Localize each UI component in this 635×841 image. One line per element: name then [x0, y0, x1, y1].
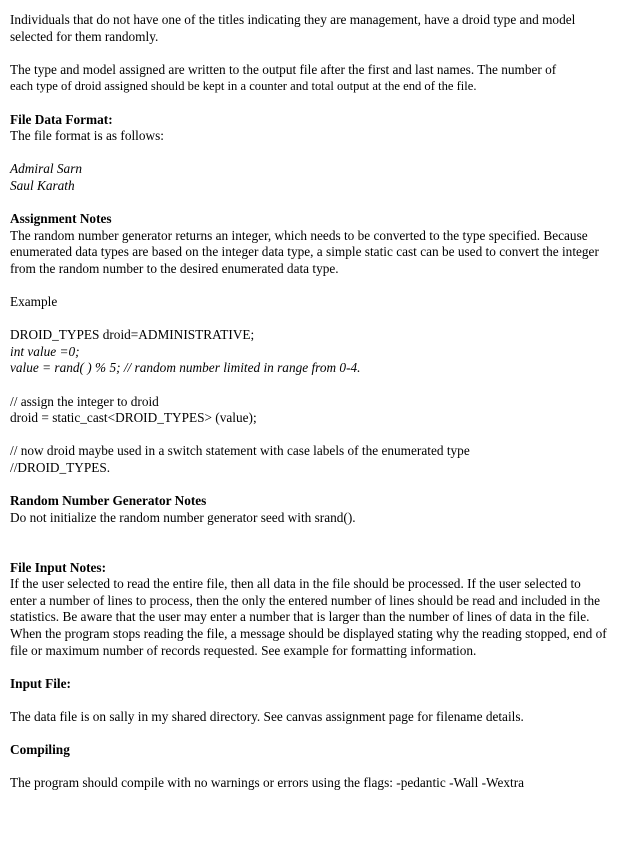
output-paragraph-line2: each type of droid assigned should be kept in a counter and total output at the end of the file.: [10, 79, 477, 94]
output-paragraph-line1: The type and model assigned are written to the output file after the first and last names. The number of: [10, 61, 557, 77]
code-line-comment-switch: // now droid maybe used in a switch statement with case labels of the enumerated type: [10, 443, 470, 459]
assignment-notes-text: The random number generator returns an integer, which needs to be converted to the type specified. Because enumerated data types are based on the integer data type, a simple static cast can be used to convert the integer from the random number to the desired enumerated data type.: [10, 227, 599, 276]
rng-notes-heading: Random Number Generator Notes: [10, 493, 207, 509]
compiling-heading: Compiling: [10, 742, 70, 758]
code-line-declare-droid: DROID_TYPES droid=ADMINISTRATIVE;: [10, 327, 255, 343]
sample-record-1: Admiral Sarn: [10, 161, 83, 177]
code-line-static-cast: droid = static_cast<DROID_TYPES> (value);: [10, 410, 257, 426]
document-body: [10, 12, 610, 792]
code-line-comment-types: //DROID_TYPES.: [10, 460, 111, 476]
input-file-heading: Input File:: [10, 675, 71, 691]
sample-record-2: Saul Karath: [10, 177, 75, 193]
intro-paragraph: Individuals that do not have one of the titles indicating they are management, have a droid type and model selected for them randomly.: [10, 12, 576, 44]
code-line-comment-assign: // assign the integer to droid: [10, 393, 159, 409]
file-input-notes-heading: File Input Notes:: [10, 559, 107, 575]
assignment-notes-heading: Assignment Notes: [10, 211, 112, 227]
input-file-text: The data file is on sally in my shared directory. See canvas assignment page for filename details.: [10, 708, 524, 724]
file-data-format-text: The file format is as follows:: [10, 128, 164, 144]
compiling-text: The program should compile with no warnings or errors using the flags: -pedantic -Wall -Wextra: [10, 775, 525, 791]
code-line-rand: value = rand( ) % 5; // random number limited in range from 0-4.: [10, 360, 361, 376]
example-label: Example: [10, 294, 58, 310]
file-input-notes-text: If the user selected to read the entire file, then all data in the file should be processed. If the user selected to enter a number of lines to process, then the only the entered number of lines should be read and included in the statistics. Be aware that the user may enter a number that is larger than the number of lines of data in the file. When the program stops reading the file, a message should be displayed stating why the reading stopped, end of file or maximum number of records requested. See example for formatting information.: [10, 576, 607, 658]
file-data-format-heading: File Data Format:: [10, 111, 113, 127]
rng-notes-text: Do not initialize the random number generator seed with srand().: [10, 509, 356, 525]
code-line-declare-value: int value =0;: [10, 343, 80, 359]
